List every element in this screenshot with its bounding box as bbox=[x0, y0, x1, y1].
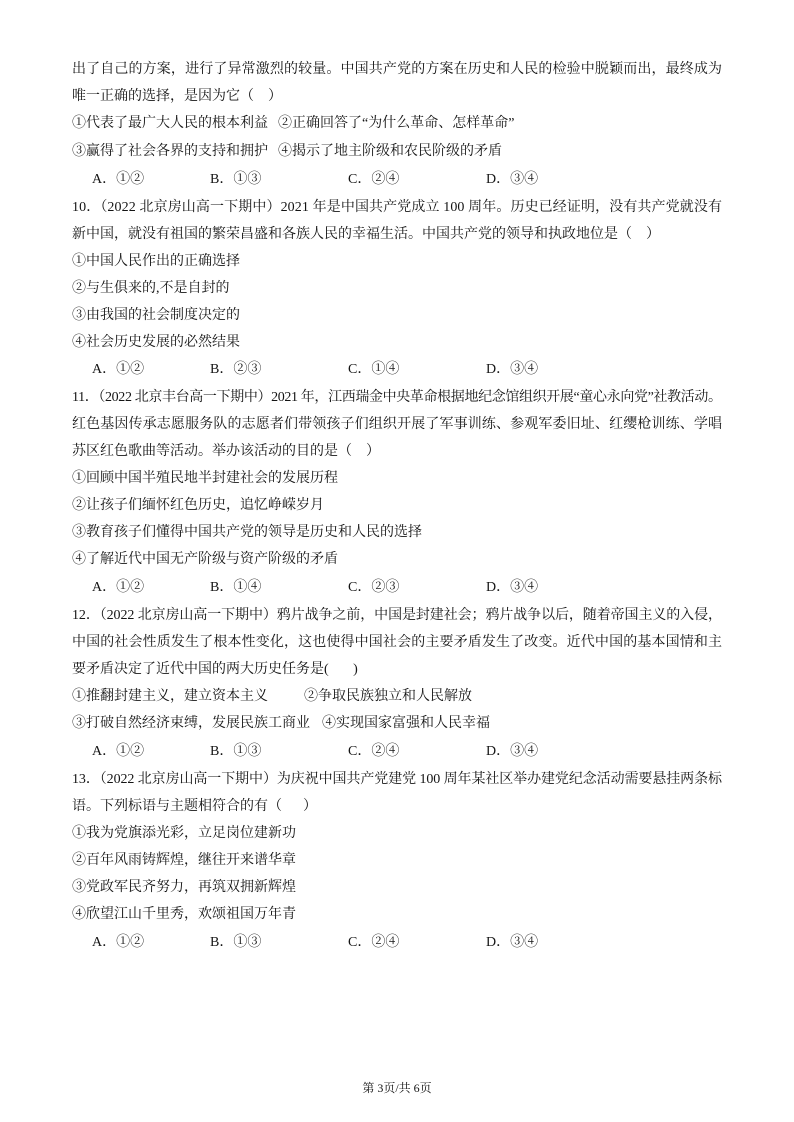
question-stem-line: 10．（2022 北京房山高一下期中）2021 年是中国共产党成立 100 周年。历史已经证明，没有共产党就没有 bbox=[72, 200, 723, 215]
answer-statement: ③打破自然经济束缚，发展民族工商业 bbox=[72, 716, 310, 731]
answer-option-c: C．②④ bbox=[348, 172, 400, 187]
answer-statement: ④欣望江山千里秀，欢颂祖国万年青 bbox=[72, 907, 296, 922]
answer-statement: ②争取民族独立和人民解放 bbox=[304, 689, 472, 704]
answer-option-d: D．③④ bbox=[486, 172, 539, 187]
question-stem-line: 苏区红色歌曲等活动。举办该活动的目的是（ ） bbox=[72, 444, 380, 459]
answer-option-c: C．②③ bbox=[348, 580, 400, 595]
answer-option-d: D．③④ bbox=[486, 744, 539, 759]
answer-option-b: B．①③ bbox=[210, 744, 262, 759]
answer-statement: ②与生俱来的,不是自封的 bbox=[72, 281, 230, 296]
question-stem-line: 要矛盾决定了近代中国的两大历史任务是( ) bbox=[72, 662, 358, 677]
answer-statement: ③赢得了社会各界的支持和拥护 bbox=[72, 144, 268, 159]
answer-option-c: C．①④ bbox=[348, 362, 400, 377]
answer-statement: ①我为党旗添光彩，立足岗位建新功 bbox=[72, 826, 296, 841]
answer-statement: ③由我国的社会制度决定的 bbox=[72, 308, 240, 323]
page-number: 第 3页/共 6页 bbox=[362, 1081, 432, 1095]
question-stem-line: 12．（2022 北京房山高一下期中）鸦片战争之前，中国是封建社会；鸦片战争以后，随着帝国主义的入侵， bbox=[72, 608, 722, 623]
answer-option-a: A．①② bbox=[92, 744, 145, 759]
answer-statement: ④社会历史发展的必然结果 bbox=[72, 335, 240, 350]
question-stem-line: 中国的社会性质发生了根本性变化，这也使得中国社会的主要矛盾发生了改变。近代中国的基本国情和主 bbox=[72, 635, 723, 650]
answer-statement: ②让孩子们缅怀红色历史，追忆峥嵘岁月 bbox=[72, 498, 324, 513]
answer-statement: ④了解近代中国无产阶级与资产阶级的矛盾 bbox=[72, 552, 338, 567]
answer-option-d: D．③④ bbox=[486, 935, 539, 950]
answer-option-a: A．①② bbox=[92, 172, 145, 187]
question-stem-line: 13．（2022 北京房山高一下期中）为庆祝中国共产党建党 100 周年某社区举办建党纪念活动需要悬挂两条标 bbox=[72, 772, 722, 787]
answer-option-b: B．①③ bbox=[210, 935, 262, 950]
answer-statement: ④实现国家富强和人民幸福 bbox=[322, 716, 490, 731]
answer-option-c: C．②④ bbox=[348, 744, 400, 759]
answer-option-d: D．③④ bbox=[486, 580, 539, 595]
answer-statement: ③教育孩子们懂得中国共产党的领导是历史和人民的选择 bbox=[72, 525, 422, 540]
question-stem-line: 新中国，就没有祖国的繁荣昌盛和各族人民的幸福生活。中国共产党的领导和执政地位是（ ） bbox=[72, 227, 660, 242]
answer-statement: ①代表了最广大人民的根本利益 bbox=[72, 116, 268, 131]
question-stem-line: 红色基因传承志愿服务队的志愿者们带领孩子们组织开展了军事训练、参观军委旧址、红缨枪训练、学唱 bbox=[72, 417, 723, 432]
answer-option-b: B．①③ bbox=[210, 172, 262, 187]
question-stem-line: 11．（2022 北京丰台高一下期中）2021 年，江西瑞金中央革命根据地纪念馆组织开展“童心永向党”社教活动。 bbox=[72, 390, 722, 405]
answer-statement: ①回顾中国半殖民地半封建社会的发展历程 bbox=[72, 471, 338, 486]
answer-option-a: A．①② bbox=[92, 362, 145, 377]
answer-option-a: A．①② bbox=[92, 935, 145, 950]
answer-statement: ②百年风雨铸辉煌，继往开来谱华章 bbox=[72, 853, 296, 868]
answer-statement: ③党政军民齐努力，再筑双拥新辉煌 bbox=[72, 880, 296, 895]
question-stem-line: 出了自己的方案，进行了异常激烈的较量。中国共产党的方案在历史和人民的检验中脱颖而出，最终成为 bbox=[72, 62, 723, 77]
answer-option-c: C．②④ bbox=[348, 935, 400, 950]
answer-statement: ①中国人民作出的正确选择 bbox=[72, 254, 240, 269]
question-stem-line: 语。下列标语与主题相符合的有（ ） bbox=[72, 799, 317, 814]
answer-option-b: B．②③ bbox=[210, 362, 262, 377]
answer-option-b: B．①④ bbox=[210, 580, 262, 595]
answer-statement: ①推翻封建主义，建立资本主义 bbox=[72, 689, 268, 704]
answer-option-a: A．①② bbox=[92, 580, 145, 595]
answer-statement: ④揭示了地主阶级和农民阶级的矛盾 bbox=[278, 144, 502, 159]
question-stem-line: 唯一正确的选择，是因为它（ ） bbox=[72, 89, 282, 104]
answer-statement: ②正确回答了“为什么革命、怎样革命” bbox=[278, 116, 515, 131]
answer-option-d: D．③④ bbox=[486, 362, 539, 377]
